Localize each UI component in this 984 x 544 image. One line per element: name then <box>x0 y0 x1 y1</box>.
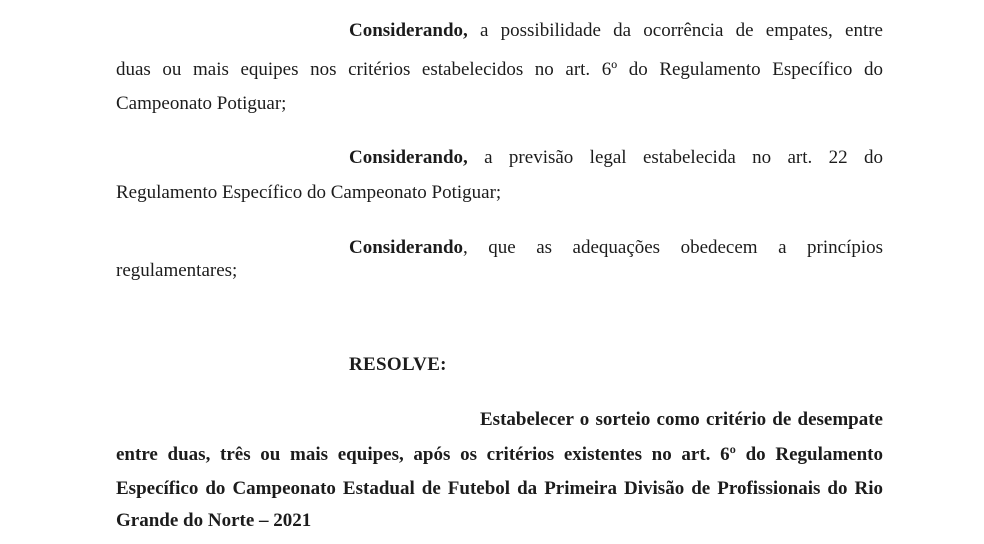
resolve-line-4: Grande do Norte – 2021 <box>116 510 312 531</box>
paragraph-1-line-1-text: a possibilidade da ocorrência de empates, entre <box>467 20 883 41</box>
resolve-line-1: Estabelecer o sorteio como critério de desempate <box>480 409 883 430</box>
paragraph-3-line-1 <box>349 236 883 260</box>
resolve-line-3: Específico do Campeonato Estadual de Futebol da Primeira Divisão de Profissionais do Rio <box>116 478 883 499</box>
paragraph-1-lead: Considerando, <box>349 20 468 41</box>
paragraph-2-lead: Considerando, <box>349 147 468 168</box>
paragraph-3-line-1-text: , que as adequações obedecem a princípios <box>463 237 883 258</box>
paragraph-1-line-3: Campeonato Potiguar; <box>116 93 287 114</box>
paragraph-1-line-2: duas ou mais equipes nos critérios estabelecidos no art. 6º do Regulamento Específico do <box>116 59 883 80</box>
paragraph-3-lead: Considerando <box>349 237 464 258</box>
paragraph-3-line-2: regulamentares; <box>116 260 238 281</box>
resolve-line-2: entre duas, três ou mais equipes, após os critérios existentes no art. 6º do Regulamento <box>116 444 883 465</box>
paragraph-2-line-1-text: a previsão legal estabelecida no art. 22 do <box>467 147 883 168</box>
paragraph-2-line-1 <box>349 146 883 170</box>
resolve-heading: RESOLVE: <box>349 354 447 375</box>
paragraph-1-line-1 <box>349 19 883 43</box>
paragraph-2-line-2: Regulamento Específico do Campeonato Potiguar; <box>116 182 502 203</box>
